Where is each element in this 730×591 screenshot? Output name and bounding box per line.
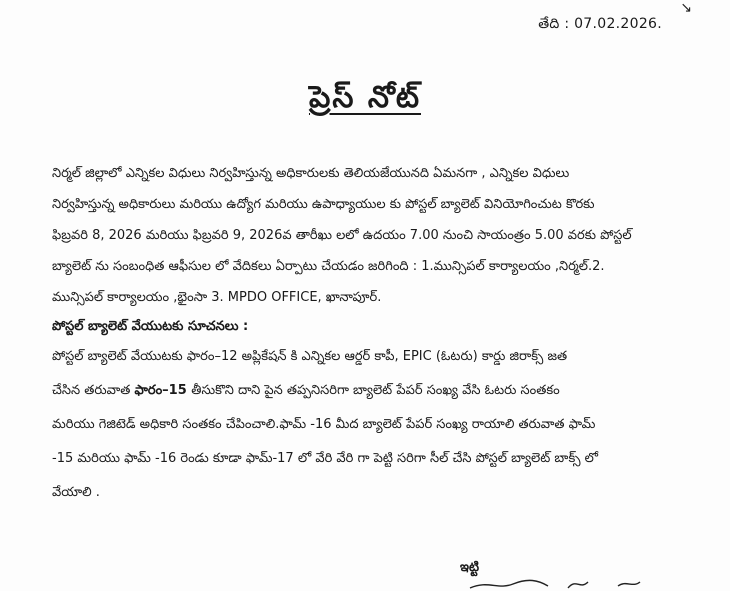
instruction-text: పోస్టల్ బ్యాలెట్ వేయుటకు ఫారం–12 అప్లికేషన్ కి ఎన్నికల ఆర్డర్ కాపీ, EPIC (ఓటరు) కార్డు జిరాక్స్ జత — [52, 349, 568, 364]
corner-mark-icon: ↘ — [680, 0, 692, 16]
instruction-bold-text: ఫారం–15 — [134, 383, 192, 398]
page-title — [0, 80, 730, 122]
instruction-line — [52, 442, 682, 476]
instruction-line — [52, 374, 682, 408]
instruction-line — [52, 476, 682, 510]
signature-scribble — [468, 576, 648, 591]
intro-line: నిర్వహిస్తున్న అధికారులు మరియు ఉద్యోగ మరియు ఉపాధ్యాయుల కు పోస్టల్ బ్యాలెట్ వినియోగించుట కొరకు — [52, 197, 595, 212]
document-body — [52, 158, 682, 510]
instruction-text: చేసిన తరువాత — [52, 383, 135, 398]
instruction-line — [52, 408, 682, 442]
intro-line: ఫిబ్రవరి 8, 2026 మరియు ఫిబ్రవరి 9, 2026వ తారీఖు లలో ఉదయం 7.00 నుంచి సాయంత్రం 5.00 వరకు పోస్టల్ — [52, 228, 632, 243]
instruction-text: తీసుకొని దాని పైన తప్పనిసరిగా బ్యాలెట్ పేపర్ సంఖ్య వేసి ఓటరు సంతకం — [191, 383, 560, 398]
title-text: ప్రెస్ నోట్ — [308, 80, 421, 115]
instruction-text: -15 మరియు ఫామ్ -16 రెండు కూడా ఫామ్-17 లో వేరి వేరి గా పెట్టి సరిగా సీల్ చేసి పోస్టల్ బ్యాలెట్ బాక్స్ లో — [52, 451, 599, 466]
intro-line: బ్యాలెట్ ను సంబంధిత ఆఫీసుల లో వేదికలు ఏర్పాటు చేయడం జరిగింది : 1.మున్సిపల్ కార్యాలయం ,నిర్మల్.2. — [52, 259, 605, 274]
instruction-text: వేయాలి . — [52, 485, 100, 500]
instruction-text: మరియు గెజిటెడ్ అధికారి సంతకం చేపించాలి.ఫామ్ -16 మీద బ్యాలెట్ పేపర్ సంఖ్య రాయాలి తరువాత ఫామ్ — [52, 417, 596, 432]
instructions-heading: పోస్టల్ బ్యాలెట్ వేయుటకు సూచనలు : — [52, 319, 249, 334]
date-line: తేది : 07.02.2026. — [538, 16, 662, 32]
signature-label: ఇట్టి — [460, 560, 479, 575]
intro-line: నిర్మల్ జిల్లాలో ఎన్నికల విధులు నిర్వహిస్తున్న అధికారులకు తెలియజేయునది ఏమనగా , ఎన్నికల విధులు — [52, 166, 570, 181]
intro-line: మున్సిపల్ కార్యాలయం ,భైంసా 3. MPDO OFFICE, ఖానాపూర్. — [52, 290, 382, 305]
instruction-line — [52, 340, 682, 374]
